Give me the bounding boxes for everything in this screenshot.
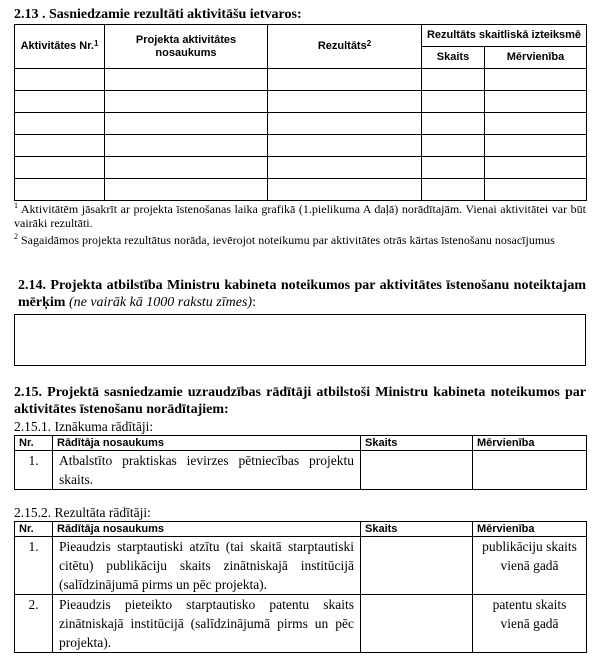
section-2-15-2-title: 2.15.2. Rezultāta rādītāji: bbox=[14, 505, 151, 520]
table-row bbox=[15, 91, 587, 113]
indicator-nr: 1. bbox=[15, 451, 53, 490]
empty-cell[interactable] bbox=[15, 91, 105, 113]
indicator-count[interactable] bbox=[361, 537, 473, 595]
empty-cell[interactable] bbox=[422, 91, 485, 113]
header-indicator-name: Rādītāja nosaukums bbox=[53, 522, 361, 537]
header-count: Skaits bbox=[361, 436, 473, 451]
empty-cell[interactable] bbox=[15, 113, 105, 135]
indicator-count[interactable] bbox=[361, 595, 473, 653]
empty-cell[interactable] bbox=[268, 91, 422, 113]
empty-cell[interactable] bbox=[485, 69, 587, 91]
indicator-name: Pieaudzis pieteikto starptautisko patentu skaits zinātniskajā institūcijā (salīdzinājumā pirms un pēc projekta). bbox=[53, 595, 361, 653]
header-results: Rezultāts$^2$ bbox=[268, 25, 422, 69]
table-row bbox=[15, 135, 587, 157]
output-indicators-table bbox=[14, 435, 587, 490]
indicator-nr: 1. bbox=[15, 537, 53, 595]
indicator-nr: 2. bbox=[15, 595, 53, 653]
indicator-name: Atbalstīto praktiskas ievirzes pētniecības projektu skaits. bbox=[53, 451, 361, 490]
section-2-14-title: 2.14. Projekta atbilstība Ministru kabineta noteikumos par aktivitātes īstenošanu noteiktajam mērķim (ne vairāk kā 1000 rakstu zīmes): bbox=[18, 278, 586, 310]
empty-cell[interactable] bbox=[105, 113, 268, 135]
table-row bbox=[15, 179, 587, 201]
header-unit: Mērvienība bbox=[485, 47, 587, 69]
empty-cell[interactable] bbox=[15, 179, 105, 201]
header-activity-nr: Aktivitātes Nr.$^1$ bbox=[15, 25, 105, 69]
indicator-count[interactable] bbox=[361, 451, 473, 490]
empty-cell[interactable] bbox=[15, 157, 105, 179]
header-unit: Mērvienība bbox=[473, 522, 587, 537]
indicator-unit bbox=[473, 451, 587, 490]
empty-cell[interactable] bbox=[268, 69, 422, 91]
header-unit: Mērvienība bbox=[473, 436, 587, 451]
header-project-activity-name: Projekta aktivitātes nosaukums bbox=[105, 25, 268, 69]
section-2-13-title: 2.13 . Sasniedzamie rezultāti aktivitāšu ietvaros: bbox=[14, 7, 302, 22]
empty-cell[interactable] bbox=[268, 113, 422, 135]
header-numeric-group: Rezultāts skaitliskā izteiksmē bbox=[422, 25, 587, 47]
empty-cell[interactable] bbox=[268, 135, 422, 157]
header-indicator-name: Rādītāja nosaukums bbox=[53, 436, 361, 451]
empty-cell[interactable] bbox=[268, 179, 422, 201]
header-nr: Nr. bbox=[15, 436, 53, 451]
header-nr: Nr. bbox=[15, 522, 53, 537]
table-row bbox=[15, 157, 587, 179]
empty-cell[interactable] bbox=[15, 69, 105, 91]
section-2-15-title: 2.15. Projektā sasniedzamie uzraudzības rādītāji atbilstoši Ministru kabineta noteikumos par aktivitātes īstenošanu norādītajiem: bbox=[14, 385, 586, 417]
empty-cell[interactable] bbox=[422, 69, 485, 91]
empty-cell[interactable] bbox=[105, 91, 268, 113]
indicator-name: Pieaudzis starptautiski atzītu (tai skaitā starptautiski citētu) publikāciju skaits zinātniskajā institūcijā (salīdzinājumā pirms un pēc projekta). bbox=[53, 537, 361, 595]
empty-cell[interactable] bbox=[105, 157, 268, 179]
empty-cell[interactable] bbox=[105, 135, 268, 157]
empty-cell[interactable] bbox=[485, 91, 587, 113]
table-row bbox=[15, 69, 587, 91]
empty-cell[interactable] bbox=[485, 135, 587, 157]
indicator-unit: publikāciju skaits vienā gadā bbox=[473, 537, 587, 595]
footnote-2: $^2$ Sagaidāmos projekta rezultātus norāda, ievērojot noteikumu par aktivitātes otrās kārtas īstenošanu nosacījumus bbox=[14, 232, 555, 247]
result-indicators-table bbox=[14, 521, 587, 653]
empty-cell[interactable] bbox=[422, 113, 485, 135]
empty-cell[interactable] bbox=[105, 179, 268, 201]
empty-cell[interactable] bbox=[15, 135, 105, 157]
empty-cell[interactable] bbox=[485, 113, 587, 135]
empty-cell[interactable] bbox=[422, 157, 485, 179]
indicator-unit: patentu skaits vienā gadā bbox=[473, 595, 587, 653]
table-row bbox=[15, 113, 587, 135]
table-row bbox=[15, 537, 587, 595]
target-compliance-textarea[interactable] bbox=[14, 314, 586, 366]
section-2-15-1-title: 2.15.1. Iznākuma rādītāji: bbox=[14, 419, 154, 434]
header-count: Skaits bbox=[422, 47, 485, 69]
table-row bbox=[15, 451, 587, 490]
empty-cell[interactable] bbox=[105, 69, 268, 91]
empty-cell[interactable] bbox=[422, 179, 485, 201]
table-row bbox=[15, 595, 587, 653]
empty-cell[interactable] bbox=[268, 157, 422, 179]
activities-results-table bbox=[14, 24, 587, 201]
empty-cell[interactable] bbox=[485, 157, 587, 179]
footnote-1: $^1$ Aktivitātēm jāsakrīt ar projekta īstenošanas laika grafikā (1.pielikuma A daļā) norādītajām. Vienai aktivitātei var būt vairāki rezultāti. bbox=[14, 201, 587, 230]
header-count: Skaits bbox=[361, 522, 473, 537]
empty-cell[interactable] bbox=[485, 179, 587, 201]
empty-cell[interactable] bbox=[422, 135, 485, 157]
